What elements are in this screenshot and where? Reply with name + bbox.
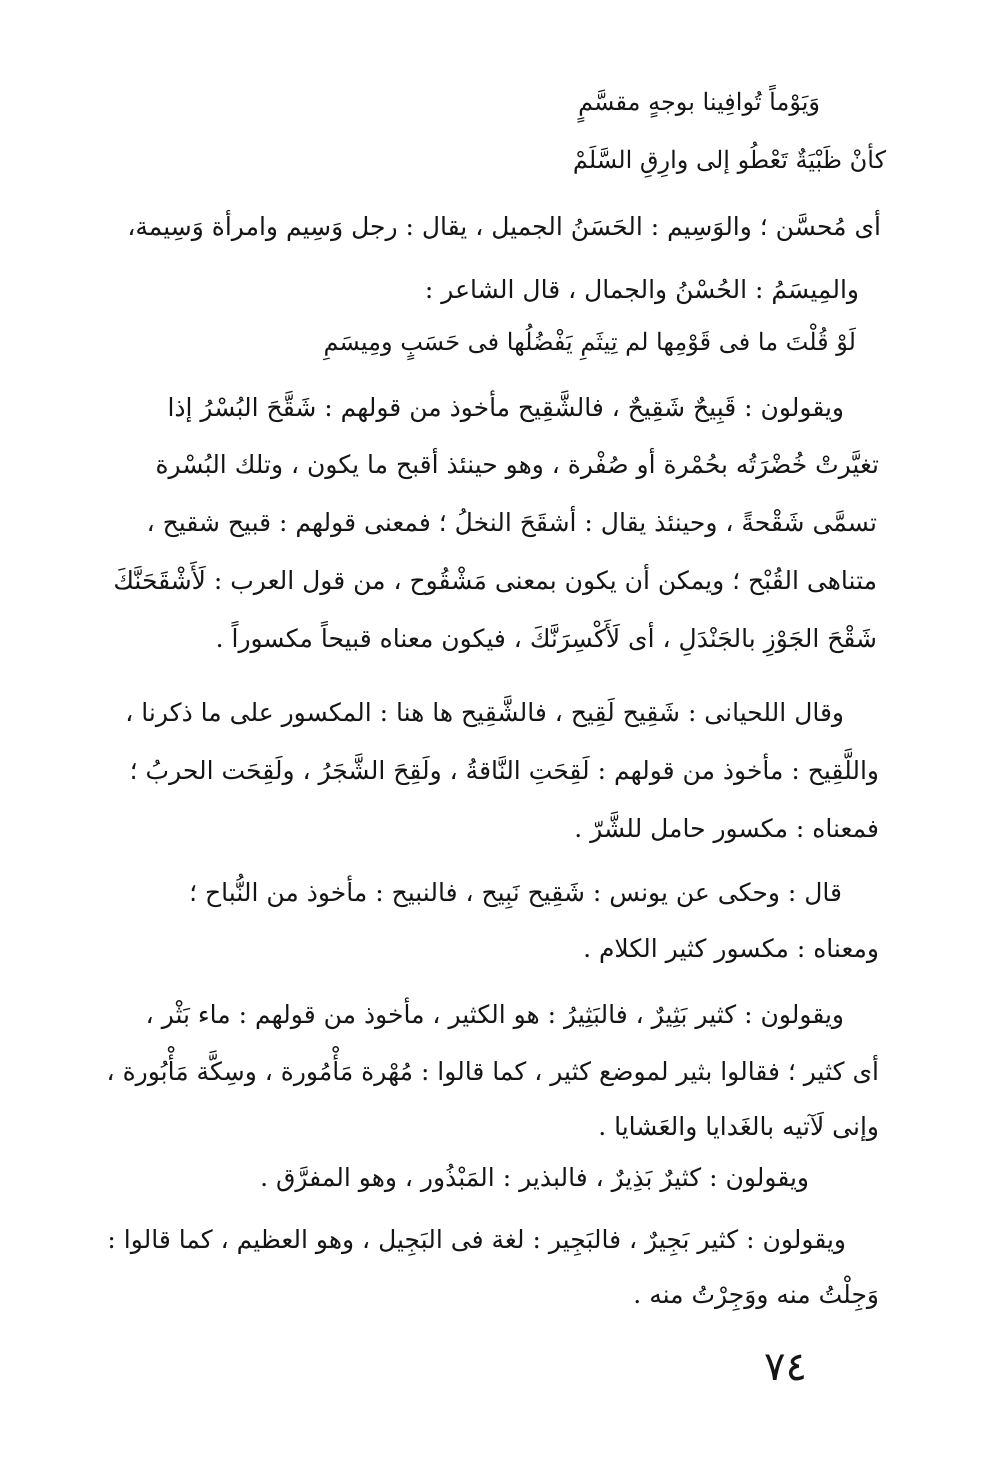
paragraph-3-line-1: وقال اللحيانى : شَقِيح لَقِيح ، فالشَّقِيح ها هنا : المكسور على ما ذكرنا ، bbox=[125, 698, 844, 727]
paragraph-4-line-2: ومعناه : مكسور كثير الكلام . bbox=[583, 934, 879, 963]
paragraph-5-line-1: ويقولون : كثير بَثِيرٌ ، فالبَثِيرُ : هو الكثير ، مأخوذ من قولهم : ماء بَثْر ، bbox=[145, 1000, 844, 1029]
paragraph-2-line-1: ويقولون : قَبِيحٌ شَقِيحٌ ، فالشَّقِيح مأخوذ من قولهم : شَقَّحَ البُسْرُ إذا bbox=[167, 393, 844, 422]
poem-line-1: وَيَوْماً تُوافِينا بوجهٍ مقسَّمٍ bbox=[578, 88, 820, 116]
paragraph-2-line-3: تسمَّى شَقْحةً ، وحينئذ يقال : أشقَحَ النخلُ ؛ فمعنى قولهم : قبيح شقيح ، bbox=[146, 508, 877, 537]
paragraph-3-line-2: واللَّقِيح : مأخوذ من قولهم : لَقِحَتِ النَّاقةُ ، ولَقِحَ الشَّجَرُ ، ولَقِحَت الحربُ ؛ bbox=[129, 756, 879, 785]
paragraph-2-line-2: تغيَّرتْ خُضْرَتُه بحُمْرة أو صُفْرة ، وهو حينئذ أقبح ما يكون ، وتلك البُسْرة bbox=[155, 450, 879, 479]
paragraph-5-line-2: أى كثير ؛ فقالوا بثير لموضع كثير ، كما قالوا : مُهْرة مَأْمُورة ، وسِكَّة مَأْبُورة ، bbox=[106, 1057, 879, 1086]
paragraph-7-line-2: وَجِلْتُ منه ووَجِرْتُ منه . bbox=[633, 1280, 879, 1309]
paragraph-2-line-5: شَقْحَ الجَوْزِ بالجَنْدَلِ ، أى لَأَكْسِرَنَّكَ ، فيكون معناه قبيحاً مكسوراً . bbox=[215, 624, 877, 653]
poem-line-2: كأنْ ظَبْيَةٌ تَعْطُو إلى وارِقِ السَّلَمْ bbox=[572, 146, 886, 174]
paragraph-2-line-4: متناهى القُبْح ؛ ويمكن أن يكون بمعنى مَشْقُوح ، من قول العرب : لَأَشْقَحَنَّكَ bbox=[113, 566, 877, 595]
paragraph-4-line-1: قال : وحكى عن يونس : شَقِيح نَبِيح ، فالنبيح : مأخوذ من النُّباح ؛ bbox=[189, 878, 842, 907]
paragraph-1-line-1: أى مُحسَّن ؛ والوَسِيم : الحَسَنُ الجميل ، يقال : رجل وَسِيم وامرأة وَسِيمة، bbox=[127, 212, 881, 241]
paragraph-6-line-1: ويقولون : كثيرٌ بَذِيرٌ ، فالبذير : المَبْذُور ، وهو المفرَّق . bbox=[260, 1163, 809, 1192]
page-number: ٧٤ bbox=[764, 1344, 807, 1390]
verse-line: لَوْ قُلْتَ ما فى قَوْمِها لم تِيثَمِ يَفْضُلُها فى حَسَبٍ ومِيسَمِ bbox=[323, 328, 856, 356]
paragraph-5-line-3: وإنى لَآتيه بالغَدايا والعَشايا . bbox=[598, 1112, 879, 1141]
paragraph-7-line-1: ويقولون : كثير بَجِيرٌ ، فالبَجِير : لغة فى البَجِيل ، وهو العظيم ، كما قالوا : bbox=[107, 1225, 846, 1254]
paragraph-1-line-2: والمِيسَمُ : الحُسْنُ والجمال ، قال الشاعر : bbox=[424, 275, 859, 304]
paragraph-3-line-3: فمعناه : مكسور حامل للشَّرّ . bbox=[574, 814, 879, 843]
